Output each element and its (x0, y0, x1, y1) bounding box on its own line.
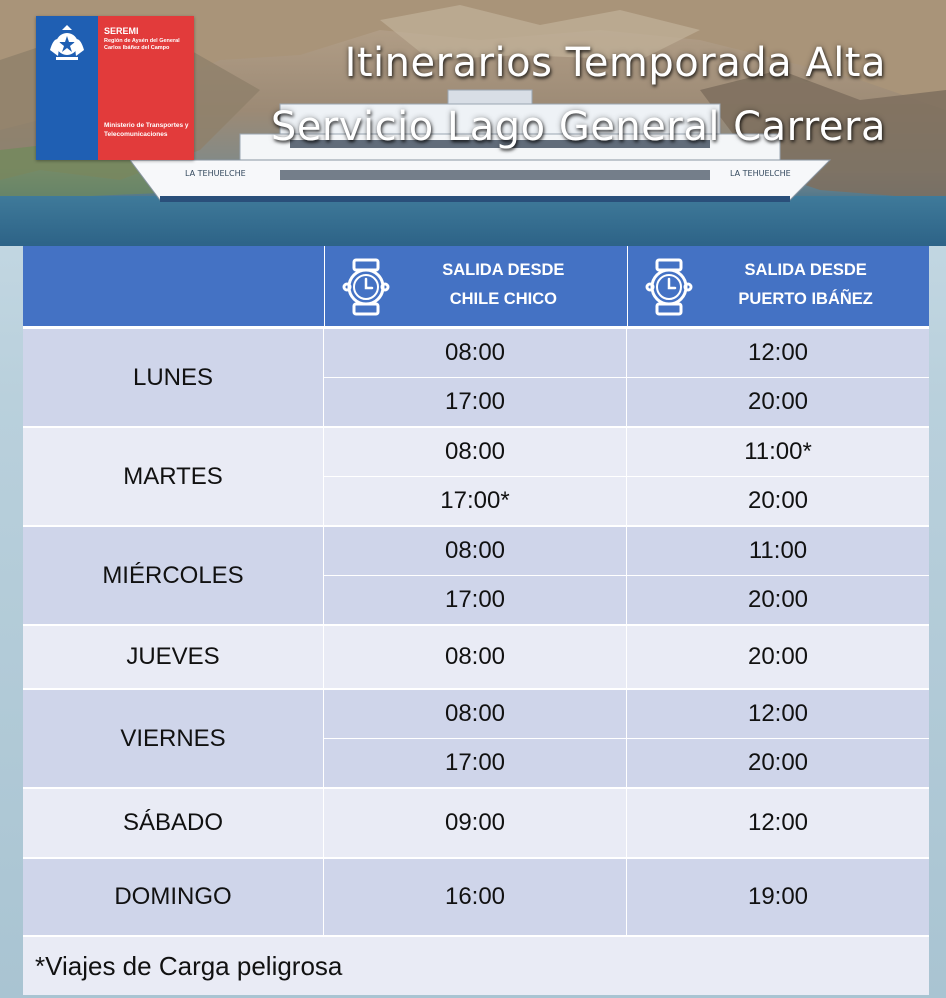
watch-icon (642, 258, 696, 316)
time-cell-puerto-ibanez: 20:00 (747, 487, 809, 514)
time-cell-puerto-ibanez: 12:00 (747, 700, 809, 727)
logo-region-text: Región de Aysén del General Carlos Ibáñez del Campo (104, 38, 180, 51)
day-cell: LUNES (23, 329, 324, 426)
header-banner (0, 0, 946, 246)
time-subrow (324, 859, 929, 935)
time-cell-chile-chico: 08:00 (324, 428, 627, 476)
logo-ministry-text: Ministerio de Transportes y Telecomunicaciones (104, 122, 189, 138)
schedule-table (23, 246, 929, 995)
times-group (324, 789, 929, 857)
table-row (23, 626, 929, 688)
day-cell: DOMINGO (23, 859, 324, 935)
time-cell-puerto-ibanez: 19:00 (747, 883, 809, 910)
col1-line2: CHILE CHICO (449, 290, 557, 308)
logo-red-panel (98, 16, 194, 160)
header-col-chile-chico (325, 246, 627, 326)
header-empty-cell (23, 246, 325, 326)
time-subrow (324, 329, 929, 378)
ship-name-left: LA TEHUELCHE (185, 169, 246, 178)
time-subrow (324, 789, 929, 857)
day-cell: SÁBADO (23, 789, 324, 857)
times-group (324, 859, 929, 935)
time-cell-puerto-ibanez: 11:00* (744, 438, 812, 465)
time-subrow (324, 576, 929, 624)
title-line-1: Itinerarios Temporada Alta (344, 40, 886, 86)
time-cell-chile-chico: 08:00 (324, 329, 627, 377)
time-cell-chile-chico: 17:00* (324, 477, 627, 525)
table-row (23, 789, 929, 857)
title-line-2: Servicio Lago General Carrera (270, 104, 886, 150)
watch-icon (339, 258, 393, 316)
time-cell-puerto-ibanez: 20:00 (747, 643, 809, 670)
footnote: *Viajes de Carga peligrosa (23, 937, 929, 995)
header-col-label (403, 256, 603, 314)
day-cell: MIÉRCOLES (23, 527, 324, 624)
time-cell-puerto-ibanez: 11:00 (748, 537, 808, 564)
time-cell-chile-chico: 16:00 (324, 859, 627, 935)
col2-line1: SALIDA DESDE (744, 261, 867, 279)
times-group (324, 329, 929, 426)
times-group (324, 626, 929, 688)
time-cell-chile-chico: 08:00 (324, 527, 627, 575)
time-cell-puerto-ibanez: 20:00 (747, 388, 809, 415)
times-group (324, 527, 929, 624)
time-cell-chile-chico: 08:00 (324, 626, 627, 688)
time-subrow (324, 527, 929, 576)
time-subrow (324, 477, 929, 525)
seremi-logo (36, 16, 194, 160)
header-col-puerto-ibanez (628, 246, 929, 326)
time-subrow (324, 739, 929, 787)
time-cell-puerto-ibanez: 12:00 (747, 809, 809, 836)
time-cell-chile-chico: 17:00 (324, 739, 627, 787)
time-cell-chile-chico: 09:00 (324, 789, 627, 857)
time-subrow (324, 690, 929, 739)
time-cell-puerto-ibanez: 20:00 (747, 749, 809, 776)
time-cell-puerto-ibanez: 20:00 (747, 586, 809, 613)
day-cell: MARTES (23, 428, 324, 525)
table-row (23, 329, 929, 426)
times-group (324, 428, 929, 525)
table-row (23, 690, 929, 787)
logo-blue-panel (36, 16, 98, 160)
time-subrow (324, 428, 929, 477)
ship-name-right: LA TEHUELCHE (730, 169, 791, 178)
times-group (324, 690, 929, 787)
time-subrow (324, 378, 929, 426)
logo-seremi-text: SEREMI (104, 26, 139, 36)
time-cell-puerto-ibanez: 12:00 (747, 339, 809, 366)
time-cell-chile-chico: 17:00 (324, 378, 627, 426)
col1-line1: SALIDA DESDE (442, 261, 565, 279)
coat-of-arms-icon (44, 22, 90, 68)
table-row (23, 428, 929, 525)
table-header (23, 246, 929, 326)
time-subrow (324, 626, 929, 688)
col2-line2: PUERTO IBÁÑEZ (738, 290, 873, 308)
header-col-label (706, 256, 906, 314)
time-cell-chile-chico: 08:00 (324, 690, 627, 738)
day-cell: VIERNES (23, 690, 324, 787)
table-row (23, 859, 929, 935)
table-row (23, 527, 929, 624)
day-cell: JUEVES (23, 626, 324, 688)
time-cell-chile-chico: 17:00 (324, 576, 627, 624)
